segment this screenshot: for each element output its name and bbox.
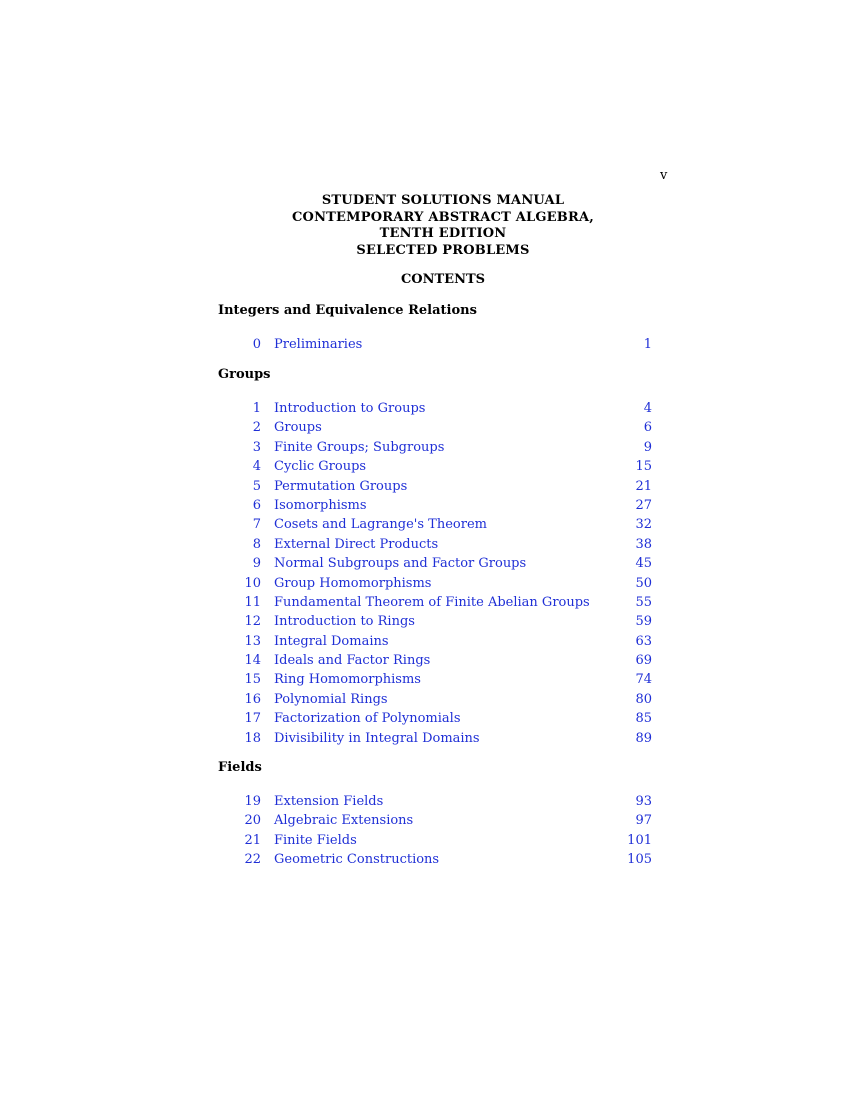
toc-entry[interactable] — [218, 792, 658, 811]
page-number: v — [660, 168, 668, 183]
chapter-number: 11 — [244, 594, 261, 610]
chapter-number: 2 — [252, 420, 261, 436]
section-title: Integers and Equivalence Relations — [218, 303, 477, 318]
toc-entry[interactable] — [218, 850, 658, 869]
chapter-link[interactable]: Divisibility in Integral Domains — [274, 730, 480, 746]
chapter-number: 3 — [252, 439, 261, 455]
chapter-link[interactable]: Permutation Groups — [274, 478, 408, 494]
chapter-number: 8 — [252, 536, 261, 552]
section-title: Groups — [218, 367, 271, 382]
toc-entry[interactable] — [218, 418, 658, 437]
toc-entry[interactable] — [218, 477, 658, 496]
toc-entry[interactable] — [218, 457, 658, 476]
page-link[interactable]: 27 — [635, 497, 652, 513]
page-link[interactable]: 45 — [635, 556, 652, 572]
chapter-link[interactable]: External Direct Products — [274, 536, 439, 552]
contents-heading: CONTENTS — [400, 272, 486, 287]
chapter-link[interactable]: Preliminaries — [274, 337, 363, 352]
page-link[interactable]: 69 — [635, 653, 652, 669]
page-link[interactable]: 101 — [627, 832, 652, 848]
toc-entry[interactable] — [218, 831, 658, 850]
page-link[interactable]: 9 — [643, 439, 652, 455]
chapter-number: 14 — [244, 653, 261, 669]
chapter-number: 20 — [244, 813, 261, 829]
page-link[interactable]: 85 — [635, 711, 652, 727]
chapter-number: 12 — [244, 614, 261, 630]
page-link[interactable]: 32 — [635, 517, 652, 533]
page-link[interactable]: 15 — [635, 459, 652, 475]
chapter-link[interactable]: Extension Fields — [274, 794, 384, 809]
chapter-link[interactable]: Group Homomorphisms — [274, 575, 432, 591]
toc-entry[interactable] — [218, 709, 658, 728]
toc-entry[interactable] — [218, 438, 658, 457]
section-integers — [218, 302, 658, 354]
toc-entry[interactable] — [218, 496, 658, 515]
chapter-link[interactable]: Isomorphisms — [274, 497, 367, 513]
chapter-link[interactable]: Introduction to Groups — [274, 401, 426, 416]
toc-entry[interactable] — [218, 670, 658, 689]
page-link[interactable]: 80 — [635, 691, 652, 707]
toc-entry[interactable] — [218, 612, 658, 631]
chapter-number: 15 — [244, 672, 261, 688]
chapter-number: 13 — [244, 633, 261, 649]
chapter-number: 6 — [252, 497, 261, 513]
toc-entry[interactable] — [218, 651, 658, 670]
section-fields — [218, 759, 658, 870]
title-block — [218, 193, 668, 259]
toc-entry[interactable] — [218, 593, 658, 612]
chapter-number: 1 — [252, 401, 261, 416]
chapter-number: 21 — [244, 832, 261, 848]
chapter-number: 19 — [244, 794, 261, 809]
toc-entry[interactable] — [218, 811, 658, 830]
toc-entry[interactable] — [218, 632, 658, 651]
chapter-number: 10 — [244, 575, 261, 591]
chapter-link[interactable]: Integral Domains — [274, 633, 389, 649]
chapter-link[interactable]: Cosets and Lagrange's Theorem — [274, 517, 487, 533]
section-groups — [218, 366, 658, 748]
chapter-number: 17 — [244, 711, 261, 727]
title-line: STUDENT SOLUTIONS MANUAL — [321, 193, 565, 208]
page-link[interactable]: 59 — [635, 614, 652, 630]
chapter-link[interactable]: Finite Fields — [274, 832, 357, 848]
toc-list — [218, 792, 658, 870]
chapter-link[interactable]: Polynomial Rings — [274, 691, 388, 707]
title-line: TENTH EDITION — [379, 226, 507, 241]
chapter-link[interactable]: Algebraic Extensions — [274, 813, 414, 829]
page-link[interactable]: 63 — [635, 633, 652, 649]
page-link[interactable]: 93 — [635, 794, 652, 809]
toc-entry[interactable] — [218, 535, 658, 554]
chapter-number: 4 — [252, 459, 261, 475]
toc-entry[interactable] — [218, 729, 658, 748]
chapter-link[interactable]: Factorization of Polynomials — [274, 711, 461, 727]
chapter-link[interactable]: Groups — [274, 420, 322, 436]
chapter-number: 16 — [244, 691, 261, 707]
chapter-link[interactable]: Cyclic Groups — [274, 459, 367, 475]
chapter-link[interactable]: Geometric Constructions — [274, 852, 440, 868]
title-line: CONTEMPORARY ABSTRACT ALGEBRA, — [292, 209, 594, 225]
chapter-link[interactable]: Introduction to Rings — [274, 614, 415, 630]
toc-entry[interactable] — [218, 554, 658, 573]
chapter-number: 18 — [244, 730, 261, 746]
title-line: SELECTED PROBLEMS — [356, 242, 530, 258]
section-title: Fields — [218, 760, 262, 775]
toc-list — [218, 399, 658, 748]
chapter-link[interactable]: Ring Homomorphisms — [274, 672, 421, 688]
chapter-link[interactable]: Fundamental Theorem of Finite Abelian Groups — [274, 594, 590, 610]
chapter-number: 0 — [252, 337, 261, 352]
toc-entry[interactable] — [218, 690, 658, 709]
toc-entry[interactable] — [218, 335, 658, 354]
chapter-number: 7 — [252, 517, 261, 533]
toc-entry[interactable] — [218, 574, 658, 593]
chapter-number: 9 — [252, 556, 261, 572]
page-link[interactable]: 105 — [627, 852, 652, 868]
chapter-link[interactable]: Ideals and Factor Rings — [274, 653, 431, 669]
toc-entry[interactable] — [218, 399, 658, 418]
page-link[interactable]: 4 — [643, 401, 652, 416]
chapter-link[interactable]: Normal Subgroups and Factor Groups — [274, 556, 527, 572]
page-link[interactable]: 38 — [635, 536, 652, 552]
page-link[interactable]: 74 — [635, 672, 652, 688]
page-link[interactable]: 55 — [635, 594, 652, 610]
page-link[interactable]: 50 — [635, 575, 652, 591]
page-link[interactable]: 1 — [643, 337, 652, 352]
chapter-number: 22 — [244, 852, 261, 868]
chapter-number: 5 — [252, 478, 261, 494]
page-link[interactable]: 89 — [635, 730, 652, 746]
chapter-link[interactable]: Finite Groups; Subgroups — [274, 439, 445, 455]
toc-entry[interactable] — [218, 515, 658, 534]
page-link[interactable]: 97 — [635, 813, 652, 829]
page-link[interactable]: 21 — [635, 478, 652, 494]
page-link[interactable]: 6 — [643, 420, 652, 436]
toc-list — [218, 335, 658, 354]
